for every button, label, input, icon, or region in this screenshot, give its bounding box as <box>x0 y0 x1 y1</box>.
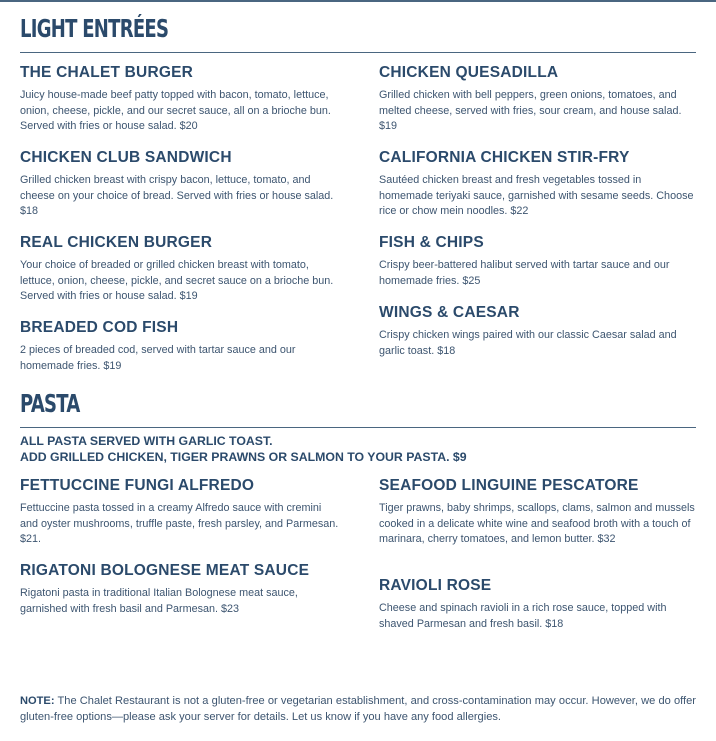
menu-item-description: Fettuccine pasta tossed in a creamy Alfredo sauce with cremini and oyster mushrooms, truffle paste, fresh parsley, and Parmesan. $21. <box>20 502 339 546</box>
section-divider <box>20 52 696 53</box>
menu-item-description: Cheese and spinach ravioli in a rich rose sauce, topped with shaved Parmesan and fresh basil. $18 <box>379 602 667 630</box>
menu-item-name: CHICKEN QUESADILLA <box>379 64 559 81</box>
menu-item-name: THE CHALET BURGER <box>20 64 194 81</box>
menu-item <box>379 477 697 548</box>
note-label: NOTE: <box>20 695 55 707</box>
menu-item <box>20 149 340 220</box>
menu-item-name: CHICKEN CLUB SANDWICH <box>20 149 232 166</box>
menu-item-name: BREADED COD FISH <box>20 319 179 336</box>
menu-item-description: 2 pieces of breaded cod, served with tartar sauce and our homemade fries. $19 <box>20 344 296 372</box>
menu-item <box>379 149 697 220</box>
menu-item-description: Grilled chicken breast with crispy bacon, lettuce, tomato, and cheese on your choice of bread. Served with fries or house salad. $18 <box>20 174 334 218</box>
menu-item-description: Your choice of breaded or grilled chicken breast with tomato, lettuce, onion, cheese, pickle, and secret sauce on a brioche bun. Served with fries or house salad. $19 <box>20 259 334 303</box>
menu-item-name: WINGS & CAESAR <box>379 304 520 321</box>
menu-item-name: RIGATONI BOLOGNESE MEAT SAUCE <box>20 562 310 579</box>
menu-item <box>379 64 697 135</box>
menu-item <box>20 234 340 305</box>
pasta-note-garlic-toast: ALL PASTA SERVED WITH GARLIC TOAST. <box>20 434 273 448</box>
menu-item-description: Crispy chicken wings paired with our classic Caesar salad and garlic toast. $18 <box>379 329 677 357</box>
menu-item-name: SEAFOOD LINGUINE PESCATORE <box>379 477 639 494</box>
menu-item <box>379 304 697 359</box>
pasta-note-add-protein: ADD GRILLED CHICKEN, TIGER PRAWNS OR SALMON TO YOUR PASTA. $9 <box>20 450 467 464</box>
section-title-pasta: PASTA <box>20 389 80 418</box>
menu-item <box>20 64 340 135</box>
menu-item-description: Rigatoni pasta in traditional Italian Bolognese meat sauce, garnished with fresh basil and Parmesan. $23 <box>20 587 298 615</box>
menu-item <box>379 577 697 632</box>
section-title-light-entrees: LIGHT ENTRÉES <box>20 14 169 43</box>
menu-item-description: Grilled chicken with bell peppers, green onions, tomatoes, and melted cheese, served with fries, sour cream, and house salad. $19 <box>379 89 682 133</box>
menu-item-description: Tiger prawns, baby shrimps, scallops, clams, salmon and mussels cooked in a delicate white wine and seafood broth with a touch of marinara, cherry tomatoes, and lemon butter. $32 <box>379 502 695 546</box>
menu-item-name: FISH & CHIPS <box>379 234 484 251</box>
menu-item <box>20 319 340 374</box>
top-border <box>0 0 716 2</box>
menu-item <box>379 234 697 289</box>
menu-item-name: RAVIOLI ROSE <box>379 577 492 594</box>
menu-item-name: REAL CHICKEN BURGER <box>20 234 213 251</box>
menu-item-description: Juicy house-made beef patty topped with bacon, tomato, lettuce, onion, cheese, pickle, and our secret sauce, all on a brioche bun. Served with fries or house salad. $20 <box>20 89 331 133</box>
menu-item-name: FETTUCCINE FUNGI ALFREDO <box>20 477 255 494</box>
section-divider <box>20 427 696 428</box>
note-text: The Chalet Restaurant is not a gluten-free or vegetarian establishment, and cross-contamination may occur. However, we do offer gluten-free options—please ask your server for details. Let us know if you have any food allergies. <box>20 695 696 723</box>
menu-item-description: Sautéed chicken breast and fresh vegetables tossed in homemade teriyaki sauce, garnished with sesame seeds. Choose rice or chow mein noodles. $22 <box>379 174 694 218</box>
allergy-note <box>20 693 696 725</box>
menu-item-name: CALIFORNIA CHICKEN STIR-FRY <box>379 149 630 166</box>
menu-item <box>20 477 340 548</box>
menu-item-description: Crispy beer-battered halibut served with tartar sauce and our homemade fries. $25 <box>379 259 670 287</box>
menu-item <box>20 562 340 617</box>
